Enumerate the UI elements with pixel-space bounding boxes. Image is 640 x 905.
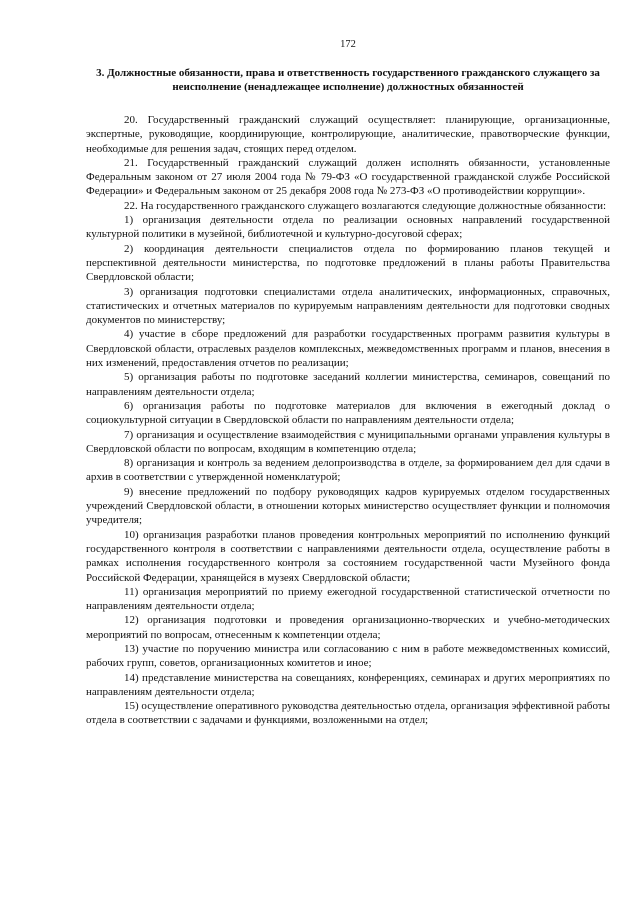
list-item-9: 9) внесение предложений по подбору руководящих кадров курируемых отделом государственных учреждений Свердловской области, в отношении которых министерство осуществляет функции и полномочия учредителя; — [86, 485, 610, 527]
paragraph-22: 22. На государственного гражданского служащего возлагаются следующие должностные обязанности: — [124, 199, 607, 212]
list-item-15: 15) осуществление оперативного руководства деятельностью отдела, организация эффективной работы отдела в соответствии с задачами и функциями, возложенными на отдел; — [86, 700, 610, 727]
section-heading: 3. Должностные обязанности, права и ответственность государственного гражданского служащего за неисполнение (ненадлежащее исполнение) должностных обязанностей — [96, 67, 600, 93]
list-item-11: 11) организация мероприятий по приему ежегодной государственной статистической отчетности по направлениям деятельности отдела; — [86, 585, 610, 613]
list-item-5: 5) организация работы по подготовке заседаний коллегии министерства, семинаров, совещаний по направлениям деятельности отдела; — [86, 371, 610, 398]
list-item-14: 14) представление министерства на совещаниях, конференциях, семинарах и других мероприятиях по направлениям деятельности отдела; — [86, 671, 610, 698]
paragraph-20: 20. Государственный гражданский служащий осуществляет: планирующие, организационные, экспертные, руководящие, координирующие, контролирующие, аналитические, правотворческие функции, необходимые для решения задач, стоящих перед отделом. — [86, 114, 610, 155]
list-item-12: 12) организация подготовки и проведения организационно-творческих и учебно-методических мероприятий по вопросам, отнесенным к компетенции отдела; — [86, 614, 610, 641]
document-page — [86, 38, 610, 728]
list-item-4: 4) участие в сборе предложений для разработки государственных программ развития культуры в Свердловской области, отраслевых разделов комплексных, межведомственных программ и планов, внесения в них изменений, предоставления отчетов по реализации; — [86, 328, 610, 370]
page-number: 172 — [340, 39, 356, 50]
list-item-8: 8) организация и контроль за ведением делопроизводства в отделе, за формированием дел для сдачи в архив в соответствии с утвержденной номенклатурой; — [86, 457, 610, 484]
list-item-1: 1) организация деятельности отдела по реализации основных направлений государственной культурной политики в музейной, библиотечной и культурно-досуговой сферах; — [86, 214, 610, 241]
list-item-3: 3) организация подготовки специалистами отдела аналитических, информационных, справочных, статистических и отчетных материалов по курируемым направлениям деятельности для подготовки сводных документов по министерству; — [86, 285, 610, 327]
list-item-2: 2) координация деятельности специалистов отдела по формированию планов текущей и перспективной деятельности министерства, по подготовке предложений в планы работы Правительства Свердловской области; — [86, 242, 610, 284]
list-item-10: 10) организация разработки планов проведения контрольных мероприятий по исполнению функций государственного контроля в соответствии с направлениями деятельности отдела, осуществление работы в рамках исполнения государственного контроля за состоянием государственной части Музейного фонда Российской Федерации, хранящейся в музеях Свердловской области; — [86, 528, 610, 584]
paragraph-21: 21. Государственный гражданский служащий должен исполнять обязанности, установленные Федеральным законом от 27 июля 2004 года № 79-ФЗ «О государственной гражданской службе Российской Федерации» и Федеральным законом от 25 декабря 2008 года № 273-ФЗ «О противодействии коррупции». — [86, 156, 610, 198]
list-item-6: 6) организация работы по подготовке материалов для включения в ежегодный доклад о социокультурной ситуации в Свердловской области по направлениям деятельности отдела; — [86, 399, 610, 427]
list-item-7: 7) организация и осуществление взаимодействия с муниципальными органами управления культуры в Свердловской области по вопросам, входящим в компетенцию отдела; — [86, 428, 610, 455]
list-item-13: 13) участие по поручению министра или согласованию с ним в работе межведомственных комиссий, рабочих групп, советов, организационных комитетов и иное; — [86, 642, 610, 670]
body-text — [86, 113, 610, 728]
